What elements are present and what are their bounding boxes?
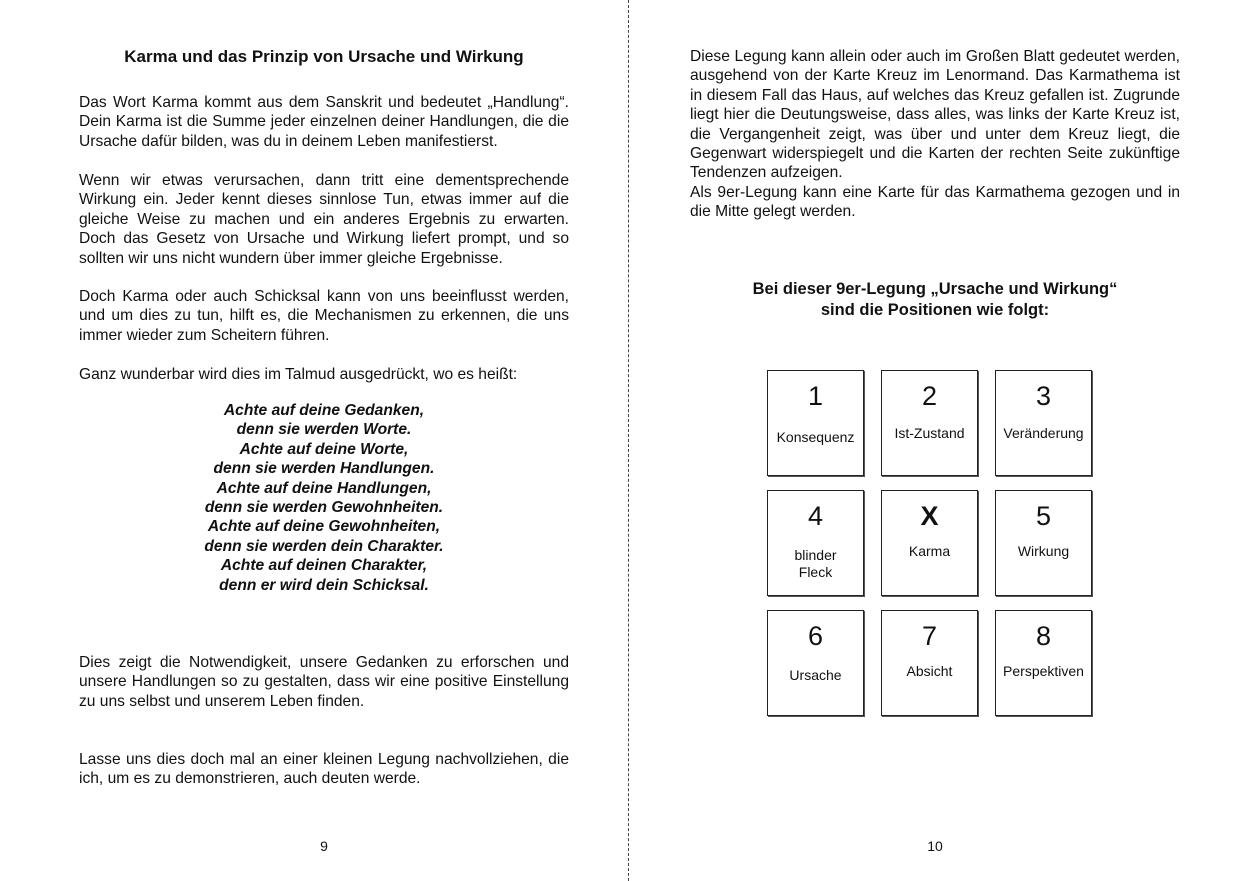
- card-number: 7: [921, 621, 938, 651]
- card-position-6: [767, 610, 864, 716]
- card-number: 8: [1035, 621, 1052, 651]
- card-position-2: [881, 370, 978, 476]
- quote-line: denn er wird dein Schicksal.: [219, 576, 429, 594]
- quote-line: Achte auf deinen Charakter,: [220, 557, 428, 575]
- card-label: Perspektiven: [1003, 663, 1084, 679]
- paragraph-karma-definition: Das Wort Karma kommt aus dem Sanskrit und bedeutet „Handlung“. Dein Karma ist die Summe jeder einzelnen deiner Handlungen, die die Ursache dafür bilden, was du in deinem Leben manifestierst.: [79, 94, 569, 150]
- card-position-3: [995, 370, 1092, 476]
- card-number: 4: [807, 501, 824, 531]
- positions-heading-line: sind die Positionen wie folgt:: [820, 301, 1050, 319]
- quote-line: denn sie werden dein Charakter.: [204, 537, 444, 555]
- right-page: [630, 0, 1254, 881]
- card-label: Ursache: [789, 667, 842, 683]
- card-label: Wirkung: [1017, 543, 1070, 559]
- quote-line: Achte auf deine Handlungen,: [216, 479, 432, 497]
- page-number: 10: [927, 838, 943, 854]
- card-label: Konsequenz: [776, 429, 855, 445]
- page-divider: [628, 0, 629, 881]
- quote-line: Achte auf deine Gedanken,: [223, 402, 425, 419]
- card-number: 2: [921, 381, 938, 411]
- card-number: 1: [807, 381, 824, 411]
- card-number: X: [920, 501, 939, 531]
- card-position-7: [881, 610, 978, 716]
- quote-line: denn sie werden Worte.: [236, 421, 412, 439]
- page-number: 9: [320, 838, 328, 854]
- paragraph-demonstration: Lasse uns dies doch mal an einer kleinen Legung nachvollziehen, die ich, um es zu demonstrieren, auch deuten werde.: [79, 751, 569, 788]
- paragraph-legung-description: Diese Legung kann allein oder auch im Großen Blatt gedeutet werden, ausgehend von der Karte Kreuz im Lenormand. Das Karmathema ist in diesem Fall das Haus, auf welches das Kreuz gefallen ist. Zugrunde liegt hier die Deutungsweise, dass alles, was links der Karte Kreuz ist, die Vergangenheit zeigt, was über und unter dem Kreuz liegt, die Gegenwart widerspiegelt und die Karten der rechten Seite zukünftige Tendenzen aufzeigen.: [690, 48, 1180, 182]
- card-position-8: [995, 610, 1092, 716]
- card-position-center: [881, 490, 978, 596]
- paragraph-influence: Doch Karma oder auch Schicksal kann von uns beeinflusst werden, und um dies zu tun, hilft es, die Mechanismen zu erkennen, die uns immer wieder zum Scheitern führen.: [79, 288, 569, 344]
- quote-line: Achte auf deine Gewohnheiten,: [207, 518, 441, 536]
- quote-line: denn sie werden Gewohnheiten.: [204, 499, 444, 517]
- card-label: blinder Fleck: [794, 547, 837, 580]
- paragraph-talmud-intro: Ganz wunderbar wird dies im Talmud ausgedrückt, wo es heißt:: [79, 366, 518, 383]
- card-grid: [767, 370, 1094, 718]
- card-number: 6: [807, 621, 824, 651]
- quote-line: Achte auf deine Worte,: [239, 440, 409, 458]
- card-label: Ist-Zustand: [894, 425, 965, 441]
- positions-heading-line: Bei dieser 9er-Legung „Ursache und Wirkung“: [752, 280, 1118, 298]
- paragraph-necessity: Dies zeigt die Notwendigkeit, unsere Gedanken zu erforschen und unsere Handlungen so zu gestalten, dass wir eine positive Einstellung zu uns selbst und unserem Leben finden.: [79, 654, 569, 710]
- positions-heading: [690, 279, 1180, 321]
- talmud-quote: [79, 401, 569, 595]
- card-position-1: [767, 370, 864, 476]
- card-number: 5: [1035, 501, 1052, 531]
- card-label: Karma: [908, 543, 951, 559]
- paragraph-cause-effect: Wenn wir etwas verursachen, dann tritt eine dementsprechende Wirkung ein. Jeder kennt dieses sinnlose Tun, etwas immer auf die gleiche Weise zu machen und ein anderes Ergebnis zu erwarten. Doch das Gesetz von Ursache und Wirkung liefert prompt, und so sollten wir uns nicht wundern über immer gleiche Ergebnisse.: [79, 172, 569, 267]
- page-title: Karma und das Prinzip von Ursache und Wirkung: [124, 47, 524, 66]
- quote-line: denn sie werden Handlungen.: [213, 460, 435, 478]
- card-label: Veränderung: [1003, 425, 1084, 441]
- paragraph-9er-legung: Als 9er-Legung kann eine Karte für das Karmathema gezogen und in die Mitte gelegt werden.: [690, 184, 1180, 221]
- card-label: Absicht: [906, 663, 953, 679]
- card-position-5: [995, 490, 1092, 596]
- card-number: 3: [1035, 381, 1052, 411]
- card-position-4: [767, 490, 864, 596]
